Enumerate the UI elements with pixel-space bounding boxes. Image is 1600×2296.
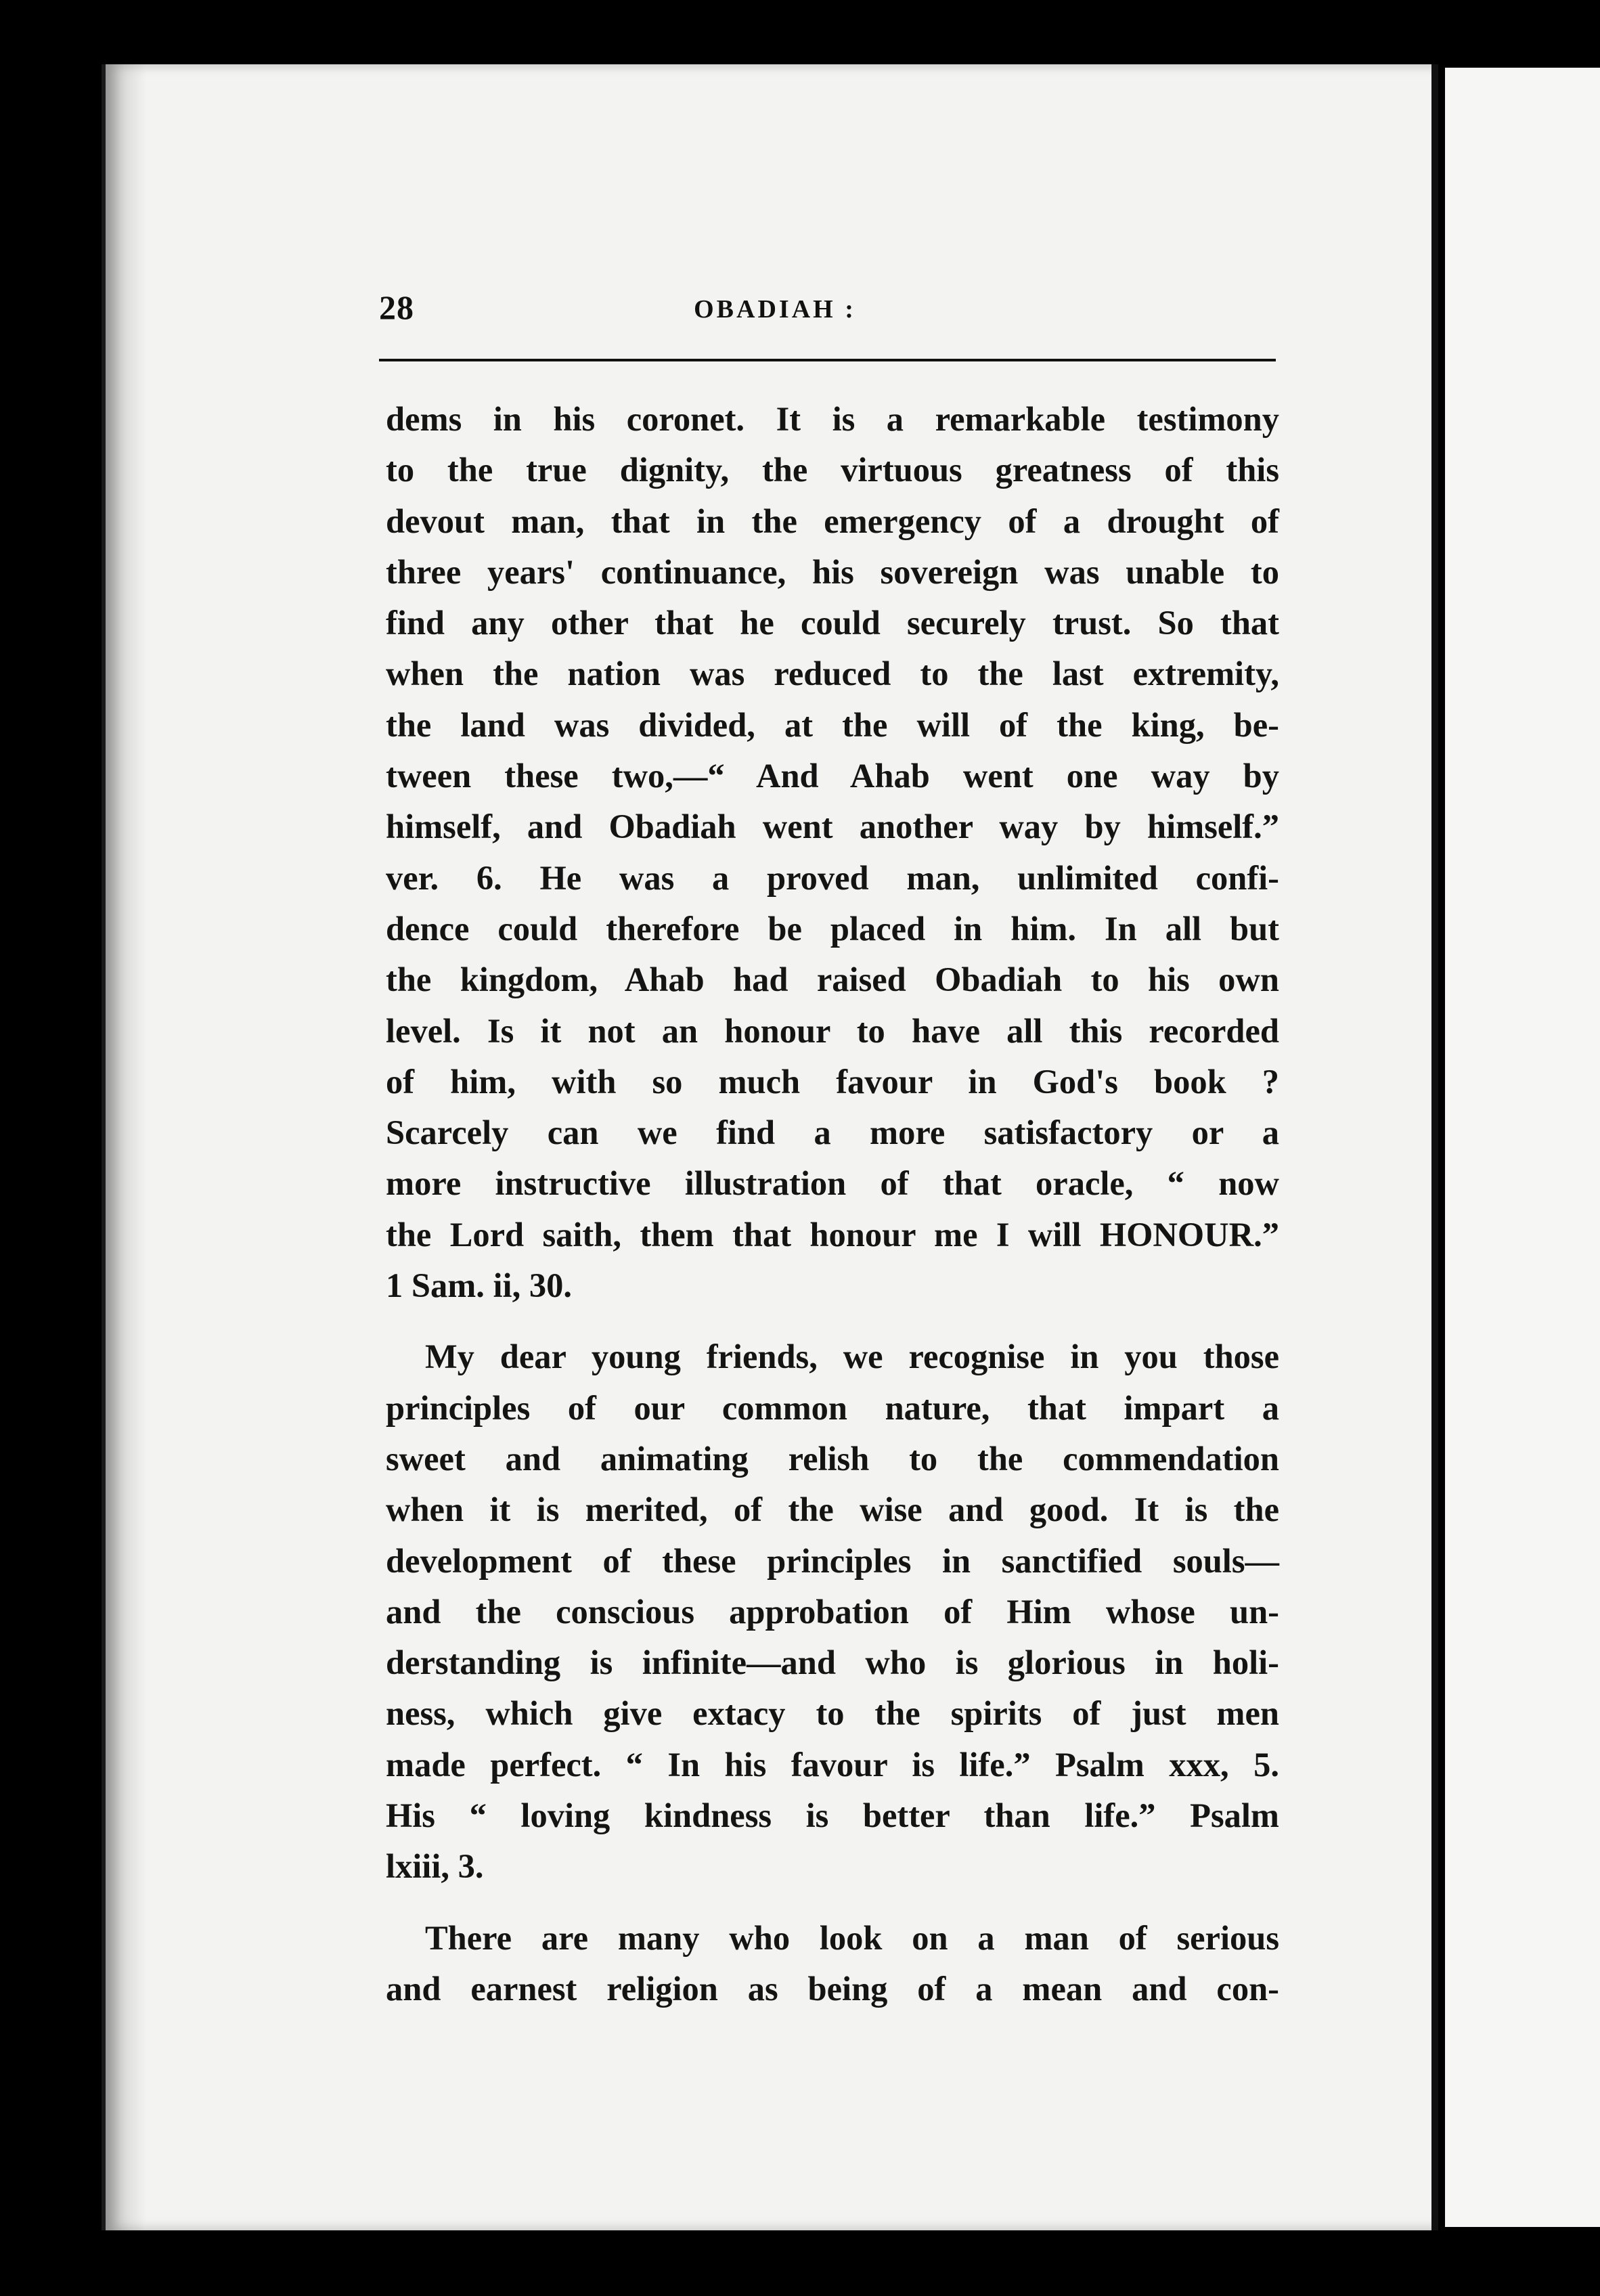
header-rule [379,359,1276,361]
text-line: ver. 6. He was a proved man, unlimited confi- [386,858,1279,897]
text-line: of him, with so much favour in God's book ? [386,1062,1279,1101]
text-line: dems in his coronet. It is a remarkable testimony [386,400,1279,438]
text-line: the land was divided, at the will of the king, be- [386,705,1279,744]
running-title: OBADIAH : [694,295,856,324]
text-line: when the nation was reduced to the last extremity, [386,655,1279,693]
text-line: himself, and Obadiah went another way by himself.” [386,808,1279,846]
text-line: and earnest religion as being of a mean and con- [386,1969,1279,2008]
page-header [274,288,1276,335]
text-line: derstanding is infinite—and who is glorious in holi- [386,1643,1279,1682]
text-line: dence could therefore be placed in him. In all but [386,909,1279,948]
paragraph-gap [386,1893,1279,1913]
text-line: ness, which give extacy to the spirits of just men [386,1694,1279,1733]
page-number: 28 [379,288,414,326]
text-line: My dear young friends, we recognise in you those [425,1338,1279,1376]
paragraph [386,1913,1279,2015]
text-line: 1 Sam. ii, 30. [386,1266,572,1305]
facing-page-edge [1445,68,1600,2227]
text-line: the kingdom, Ahab had raised Obadiah to his own [386,961,1279,999]
text-line: made perfect. “ In his favour is life.” Psalm xxx, 5. [386,1745,1279,1784]
text-line: devout man, that in the emergency of a drought of [386,502,1279,540]
text-line: Scarcely can we find a more satisfactory or a [386,1113,1279,1152]
paragraph [386,394,1279,1311]
text-line: There are many who look on a man of serious [425,1918,1279,1957]
gutter-shadow [106,64,146,2230]
text-line: when it is merited, of the wise and good. It is the [386,1491,1279,1529]
text-line: to the true dignity, the virtuous greatness of this [386,451,1279,489]
page-edge-divider [1431,64,1438,2230]
body-text [386,394,1279,2014]
paragraph-gap [386,1311,1279,1331]
text-line: development of these principles in sanctified souls— [386,1541,1279,1580]
text-line: sweet and animating relish to the commendation [386,1439,1279,1478]
text-line: and the conscious approbation of Him whose un- [386,1592,1279,1631]
text-line: His “ loving kindness is better than life.” Psalm [386,1796,1279,1835]
text-line: level. Is it not an honour to have all this recorded [386,1011,1279,1050]
paragraph [386,1331,1279,1892]
text-line: principles of our common nature, that impart a [386,1388,1279,1427]
text-line: the Lord saith, them that honour me I will HONOUR.” [386,1215,1279,1254]
text-line: find any other that he could securely trust. So that [386,604,1279,642]
text-line: tween these two,—“ And Ahab went one way by [386,757,1279,795]
text-line: three years' continuance, his sovereign was unable to [386,552,1279,591]
text-line: more instructive illustration of that oracle, “ now [386,1164,1279,1203]
text-line: lxiii, 3. [386,1847,484,1886]
